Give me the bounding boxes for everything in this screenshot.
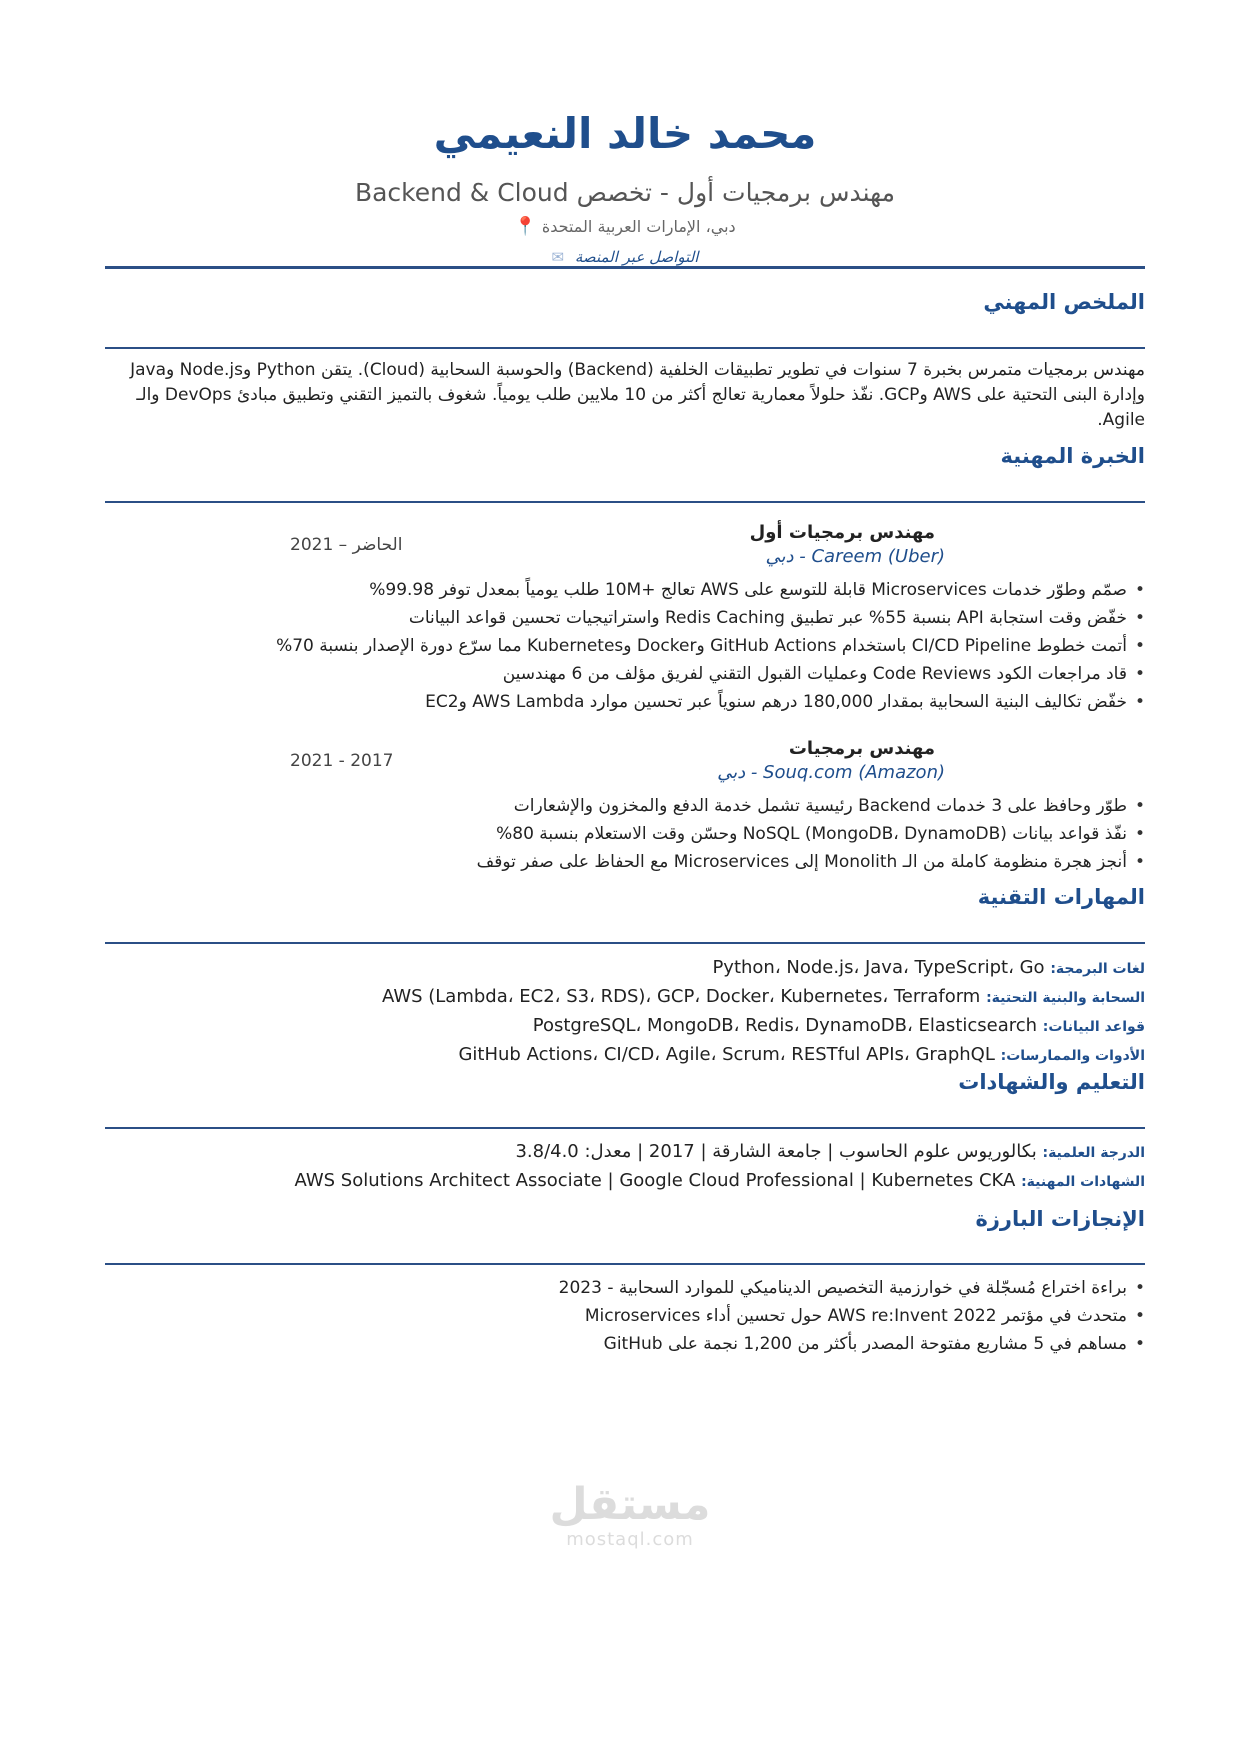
map-pin-icon: 📍 xyxy=(514,216,537,237)
summary-heading: الملخص المهني xyxy=(983,290,1145,314)
job-company: Souq.com (Amazon) - دبي xyxy=(717,762,945,783)
job-bullets xyxy=(105,792,1145,876)
summary-text: مهندس برمجيات متمرس بخبرة 7 سنوات في تطوير تطبيقات الخلفية (Backend) والحوسبة السحابية (Cloud). يتقن Python وNode.js وJava وإدارة البنى التحتية على AWS وGCP. نفّذ حلولاً معمارية تعالج أكثر من 10 ملايين طلب يومياً. شغوف بالتميز التقني وتطبيق مبادئ DevOps والـ Agile. xyxy=(130,360,1145,430)
section-divider xyxy=(105,942,1145,944)
education-list xyxy=(105,1138,1145,1196)
experience-heading: الخبرة المهنية xyxy=(1000,444,1145,468)
list-item: • مساهم في 5 مشاريع مفتوحة المصدر بأكثر من 1,200 نجمة على GitHub xyxy=(105,1330,1145,1358)
job-date: الحاضر – 2021 xyxy=(290,535,403,555)
skill-value: Python، Node.js، Java، TypeScript، Go xyxy=(712,957,1045,978)
list-item: • أتمت خطوط CI/CD Pipeline باستخدام GitHub Actions وDocker وKubernetes مما سرّع دورة الإصدار بنسبة 70% xyxy=(105,632,1145,660)
education-value: بكالوريوس علوم الحاسوب | جامعة الشارقة | 2017 | معدل: 3.8/4.0 xyxy=(515,1141,1037,1162)
skill-label: لغات البرمجة: xyxy=(1050,961,1145,977)
section-divider xyxy=(105,1263,1145,1265)
skill-value: AWS (Lambda، EC2، S3، RDS)، GCP، Docker، Kubernetes، Terraform xyxy=(381,986,981,1007)
education-row xyxy=(105,1138,1145,1167)
education-label: الدرجة العلمية: xyxy=(1042,1145,1145,1161)
job-bullets xyxy=(105,576,1145,716)
envelope-icon: ✉ xyxy=(551,248,565,266)
list-item: • أنجز هجرة منظومة كاملة من الـ Monolith إلى Microservices مع الحفاظ على صفر توقف xyxy=(105,848,1145,876)
list-item: • طوّر وحافظ على 3 خدمات Backend رئيسية تشمل خدمة الدفع والمخزون والإشعارات xyxy=(105,792,1145,820)
education-heading: التعليم والشهادات xyxy=(958,1070,1145,1094)
section-divider xyxy=(105,1127,1145,1129)
location-text: دبي، الإمارات العربية المتحدة xyxy=(541,217,736,236)
watermark-latin: mostaql.com xyxy=(566,1529,694,1550)
achievements-heading: الإنجازات البارزة xyxy=(975,1207,1145,1231)
section-divider xyxy=(105,501,1145,503)
skill-label: الأدوات والممارسات: xyxy=(1000,1048,1145,1064)
list-item: • متحدث في مؤتمر AWS re:Invent 2022 حول تحسين أداء Microservices xyxy=(105,1302,1145,1330)
candidate-name: محمد خالد النعيمي xyxy=(433,109,817,158)
job-title: مهندس برمجيات أول xyxy=(749,522,935,543)
skill-label: السحابة والبنية التحتية: xyxy=(986,990,1145,1006)
job-company: Careem (Uber) - دبي xyxy=(765,546,945,567)
skills-heading: المهارات التقنية xyxy=(977,885,1145,909)
skill-value: PostgreSQL، MongoDB، Redis، DynamoDB، Elasticsearch xyxy=(532,1015,1038,1036)
header-divider xyxy=(105,266,1145,269)
list-item: • براءة اختراع مُسجّلة في خوارزمية التخصيص الديناميكي للموارد السحابية - 2023 xyxy=(105,1274,1145,1302)
list-item: • صمّم وطوّر خدمات Microservices قابلة للتوسع على AWS تعالج +10M طلب يومياً بمعدل توفر 99.98% xyxy=(105,576,1145,604)
job-headline: مهندس برمجيات أول - تخصص Backend & Cloud xyxy=(354,178,896,207)
job-title: مهندس برمجيات xyxy=(788,738,935,759)
list-item: • قاد مراجعات الكود Code Reviews وعمليات القبول التقني لفريق مؤلف من 6 مهندسين xyxy=(105,660,1145,688)
contact-text[interactable]: التواصل عبر المنصة xyxy=(574,248,699,266)
skill-row xyxy=(105,1041,1145,1070)
education-label: الشهادات المهنية: xyxy=(1021,1174,1145,1190)
watermark-logo xyxy=(540,1480,720,1550)
location xyxy=(105,216,1145,238)
skill-row xyxy=(105,1012,1145,1041)
skill-row xyxy=(105,954,1145,983)
skill-label: قواعد البيانات: xyxy=(1042,1019,1145,1035)
section-divider xyxy=(105,347,1145,349)
watermark-arabic: مستقل xyxy=(549,1479,711,1530)
job-date: 2017 - 2021 xyxy=(290,751,394,771)
skills-list xyxy=(105,954,1145,1070)
list-item: • نفّذ قواعد بيانات NoSQL (MongoDB، DynamoDB) وحسّن وقت الاستعلام بنسبة 80% xyxy=(105,820,1145,848)
list-item: • خفّض تكاليف البنية السحابية بمقدار 180,000 درهم سنوياً عبر تحسين موارد AWS Lambda وEC2 xyxy=(105,688,1145,716)
skill-value: GitHub Actions، CI/CD، Agile، Scrum، RESTful APIs، GraphQL xyxy=(458,1044,995,1065)
achievements-list xyxy=(105,1274,1145,1358)
education-value: AWS Solutions Architect Associate | Google Cloud Professional | Kubernetes CKA xyxy=(294,1170,1016,1191)
list-item: • خفّض وقت استجابة API بنسبة 55% عبر تطبيق Redis Caching واستراتيجيات تحسين قواعد البيانات xyxy=(105,604,1145,632)
resume-header xyxy=(105,0,1145,268)
education-row xyxy=(105,1167,1145,1196)
contact-link[interactable] xyxy=(105,246,1145,268)
skill-row xyxy=(105,983,1145,1012)
